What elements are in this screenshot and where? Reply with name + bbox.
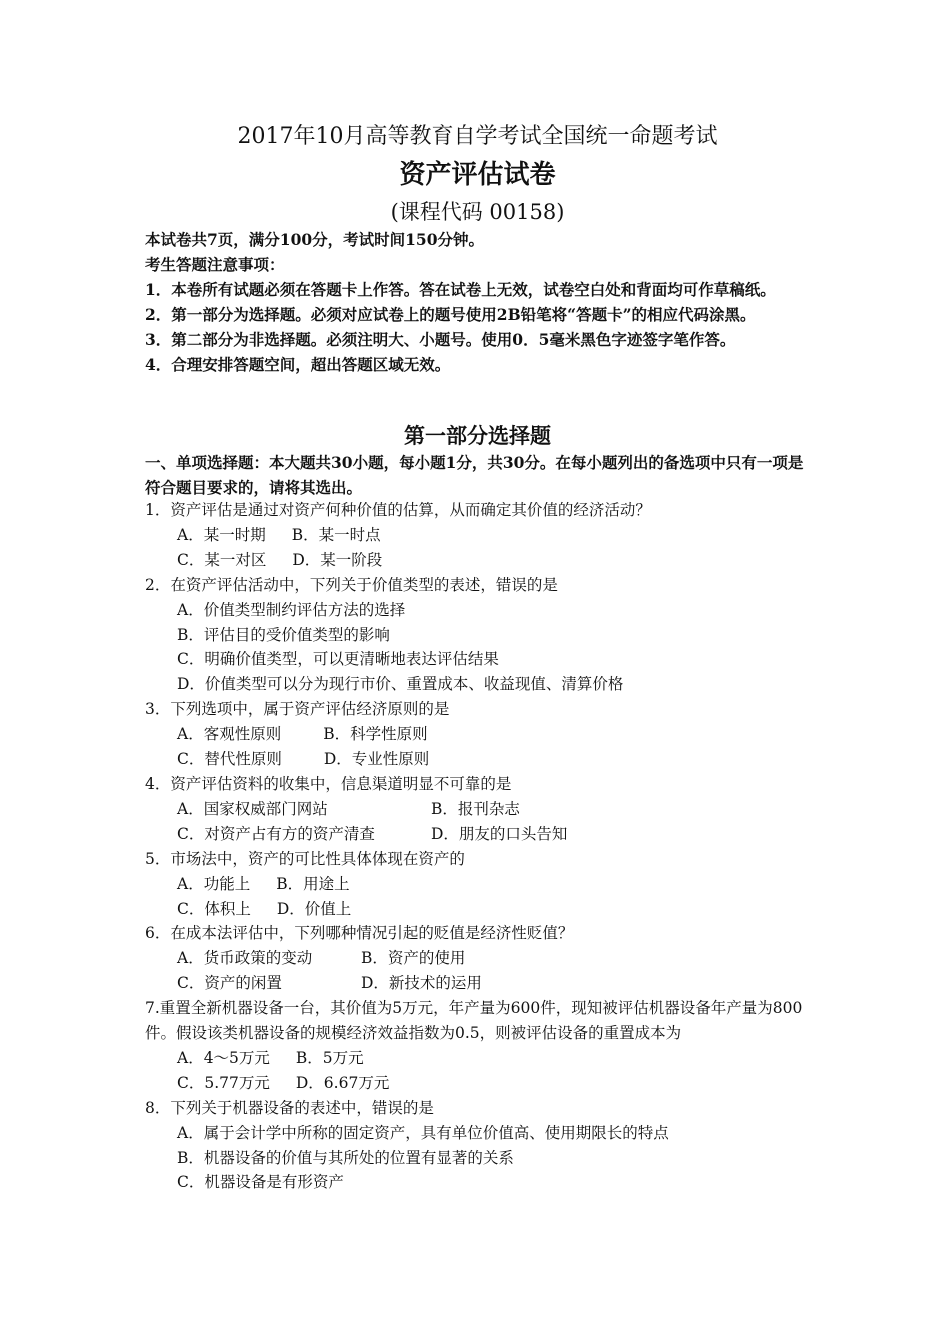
option: B．某一时点 bbox=[291, 525, 381, 544]
option-row bbox=[177, 872, 813, 897]
option: D．6.67万元 bbox=[295, 1073, 390, 1092]
option: C．替代性原则 bbox=[177, 750, 282, 769]
option-row bbox=[177, 548, 813, 573]
option: C．体积上 bbox=[177, 899, 251, 918]
question-stem: 5．市场法中，资产的可比性具体体现在资产的 bbox=[145, 849, 465, 868]
option: A．4～5万元 bbox=[177, 1048, 270, 1067]
question-stem: 6．在成本法评估中，下列哪种情况引起的贬值是经济性贬值？ bbox=[145, 924, 574, 943]
exam-notes bbox=[145, 227, 813, 377]
option: C．对资产占有方的资产清查 bbox=[177, 824, 375, 843]
option-row bbox=[177, 946, 813, 971]
option: C．资产的闲置 bbox=[177, 974, 282, 993]
option: D．某一阶段 bbox=[292, 550, 383, 569]
question-stem: 7.重置全新机器设备一台，其价值为5万元，年产量为600件，现知被评估机器设备年产量为800件。假设该类机器设备的规模经济效益指数为0.5，则被评估设备的重置成本为 bbox=[145, 999, 803, 1043]
option: B．5万元 bbox=[295, 1048, 364, 1067]
option: A．功能上 bbox=[177, 874, 251, 893]
option-row bbox=[177, 822, 813, 847]
option: C．机器设备是有形资产 bbox=[177, 1173, 344, 1192]
option: D．价值类型可以分为现行市价、重置成本、收益现值、清算价格 bbox=[177, 675, 624, 694]
subject-title: 资产评估试卷 bbox=[399, 160, 556, 190]
option-row bbox=[177, 971, 813, 996]
option: B．资产的使用 bbox=[361, 949, 466, 968]
option: B．科学性原则 bbox=[323, 725, 428, 744]
exam-summary: 本试卷共7页，满分100分，考试时间150分钟。 bbox=[145, 230, 484, 249]
option-row bbox=[177, 897, 813, 922]
option: A．属于会计学中所称的固定资产，具有单位价值高、使用期限长的特点 bbox=[177, 1123, 669, 1142]
note-item: 3．第二部分为非选择题。必须注明大、小题号。使用0．5毫米黑色字迹签字笔作答。 bbox=[145, 330, 736, 349]
part-one-title: 第一部分选择题 bbox=[404, 423, 551, 448]
option-row bbox=[177, 1071, 813, 1096]
option: C．某一对区 bbox=[177, 550, 267, 569]
option: C．5.77万元 bbox=[177, 1073, 270, 1092]
option: A．国家权威部门网站 bbox=[177, 799, 328, 818]
option-row bbox=[177, 722, 813, 747]
option: A．客观性原则 bbox=[177, 725, 282, 744]
option: A．价值类型制约评估方法的选择 bbox=[177, 600, 406, 619]
option: B．机器设备的价值与其所处的位置有显著的关系 bbox=[177, 1148, 514, 1167]
option-row bbox=[177, 747, 813, 772]
option: A．某一时期 bbox=[177, 525, 266, 544]
question-stem: 4．资产评估资料的收集中，信息渠道明显不可靠的是 bbox=[145, 774, 512, 793]
option: D．专业性原则 bbox=[323, 750, 430, 769]
option-row bbox=[177, 523, 813, 548]
section-instructions: 一、单项选择题：本大题共30小题，每小题1分，共30分。在每小题列出的备选项中只有一项是符合题目要求的，请将其选出。 bbox=[145, 453, 804, 497]
option: D．朋友的口头告知 bbox=[431, 824, 568, 843]
option: B．用途上 bbox=[276, 874, 350, 893]
option: B．评估目的受价值类型的影响 bbox=[177, 625, 390, 644]
note-item: 2．第一部分为选择题。必须对应试卷上的题号使用2B铅笔将“答题卡”的相应代码涂黑。 bbox=[145, 305, 756, 324]
exam-title-line: 2017年10月高等教育自学考试全国统一命题考试 bbox=[237, 124, 718, 149]
question-stem: 2．在资产评估活动中，下列关于价值类型的表述，错误的是 bbox=[145, 575, 558, 594]
option: D．新技术的运用 bbox=[361, 974, 482, 993]
option: D．价值上 bbox=[276, 899, 352, 918]
question-stem: 1．资产评估是通过对资产何种价值的估算，从而确定其价值的经济活动？ bbox=[145, 501, 651, 519]
note-item: 1．本卷所有试题必须在答题卡上作答。答在试卷上无效，试卷空白处和背面均可作草稿纸。 bbox=[145, 280, 776, 299]
question-stem: 3．下列选项中，属于资产评估经济原则的是 bbox=[145, 700, 450, 719]
option: A．货币政策的变动 bbox=[177, 949, 313, 968]
note-item: 4．合理安排答题空间，超出答题区域无效。 bbox=[145, 355, 451, 374]
notes-heading: 考生答题注意事项： bbox=[145, 255, 285, 274]
option-row bbox=[177, 797, 813, 822]
option-row bbox=[177, 1046, 813, 1071]
course-code: (课程代码 00158) bbox=[390, 200, 565, 224]
question-list bbox=[145, 498, 813, 1195]
option: B．报刊杂志 bbox=[431, 799, 520, 818]
option: C．明确价值类型，可以更清晰地表达评估结果 bbox=[177, 650, 499, 669]
question-stem: 8．下列关于机器设备的表述中，错误的是 bbox=[145, 1098, 434, 1117]
